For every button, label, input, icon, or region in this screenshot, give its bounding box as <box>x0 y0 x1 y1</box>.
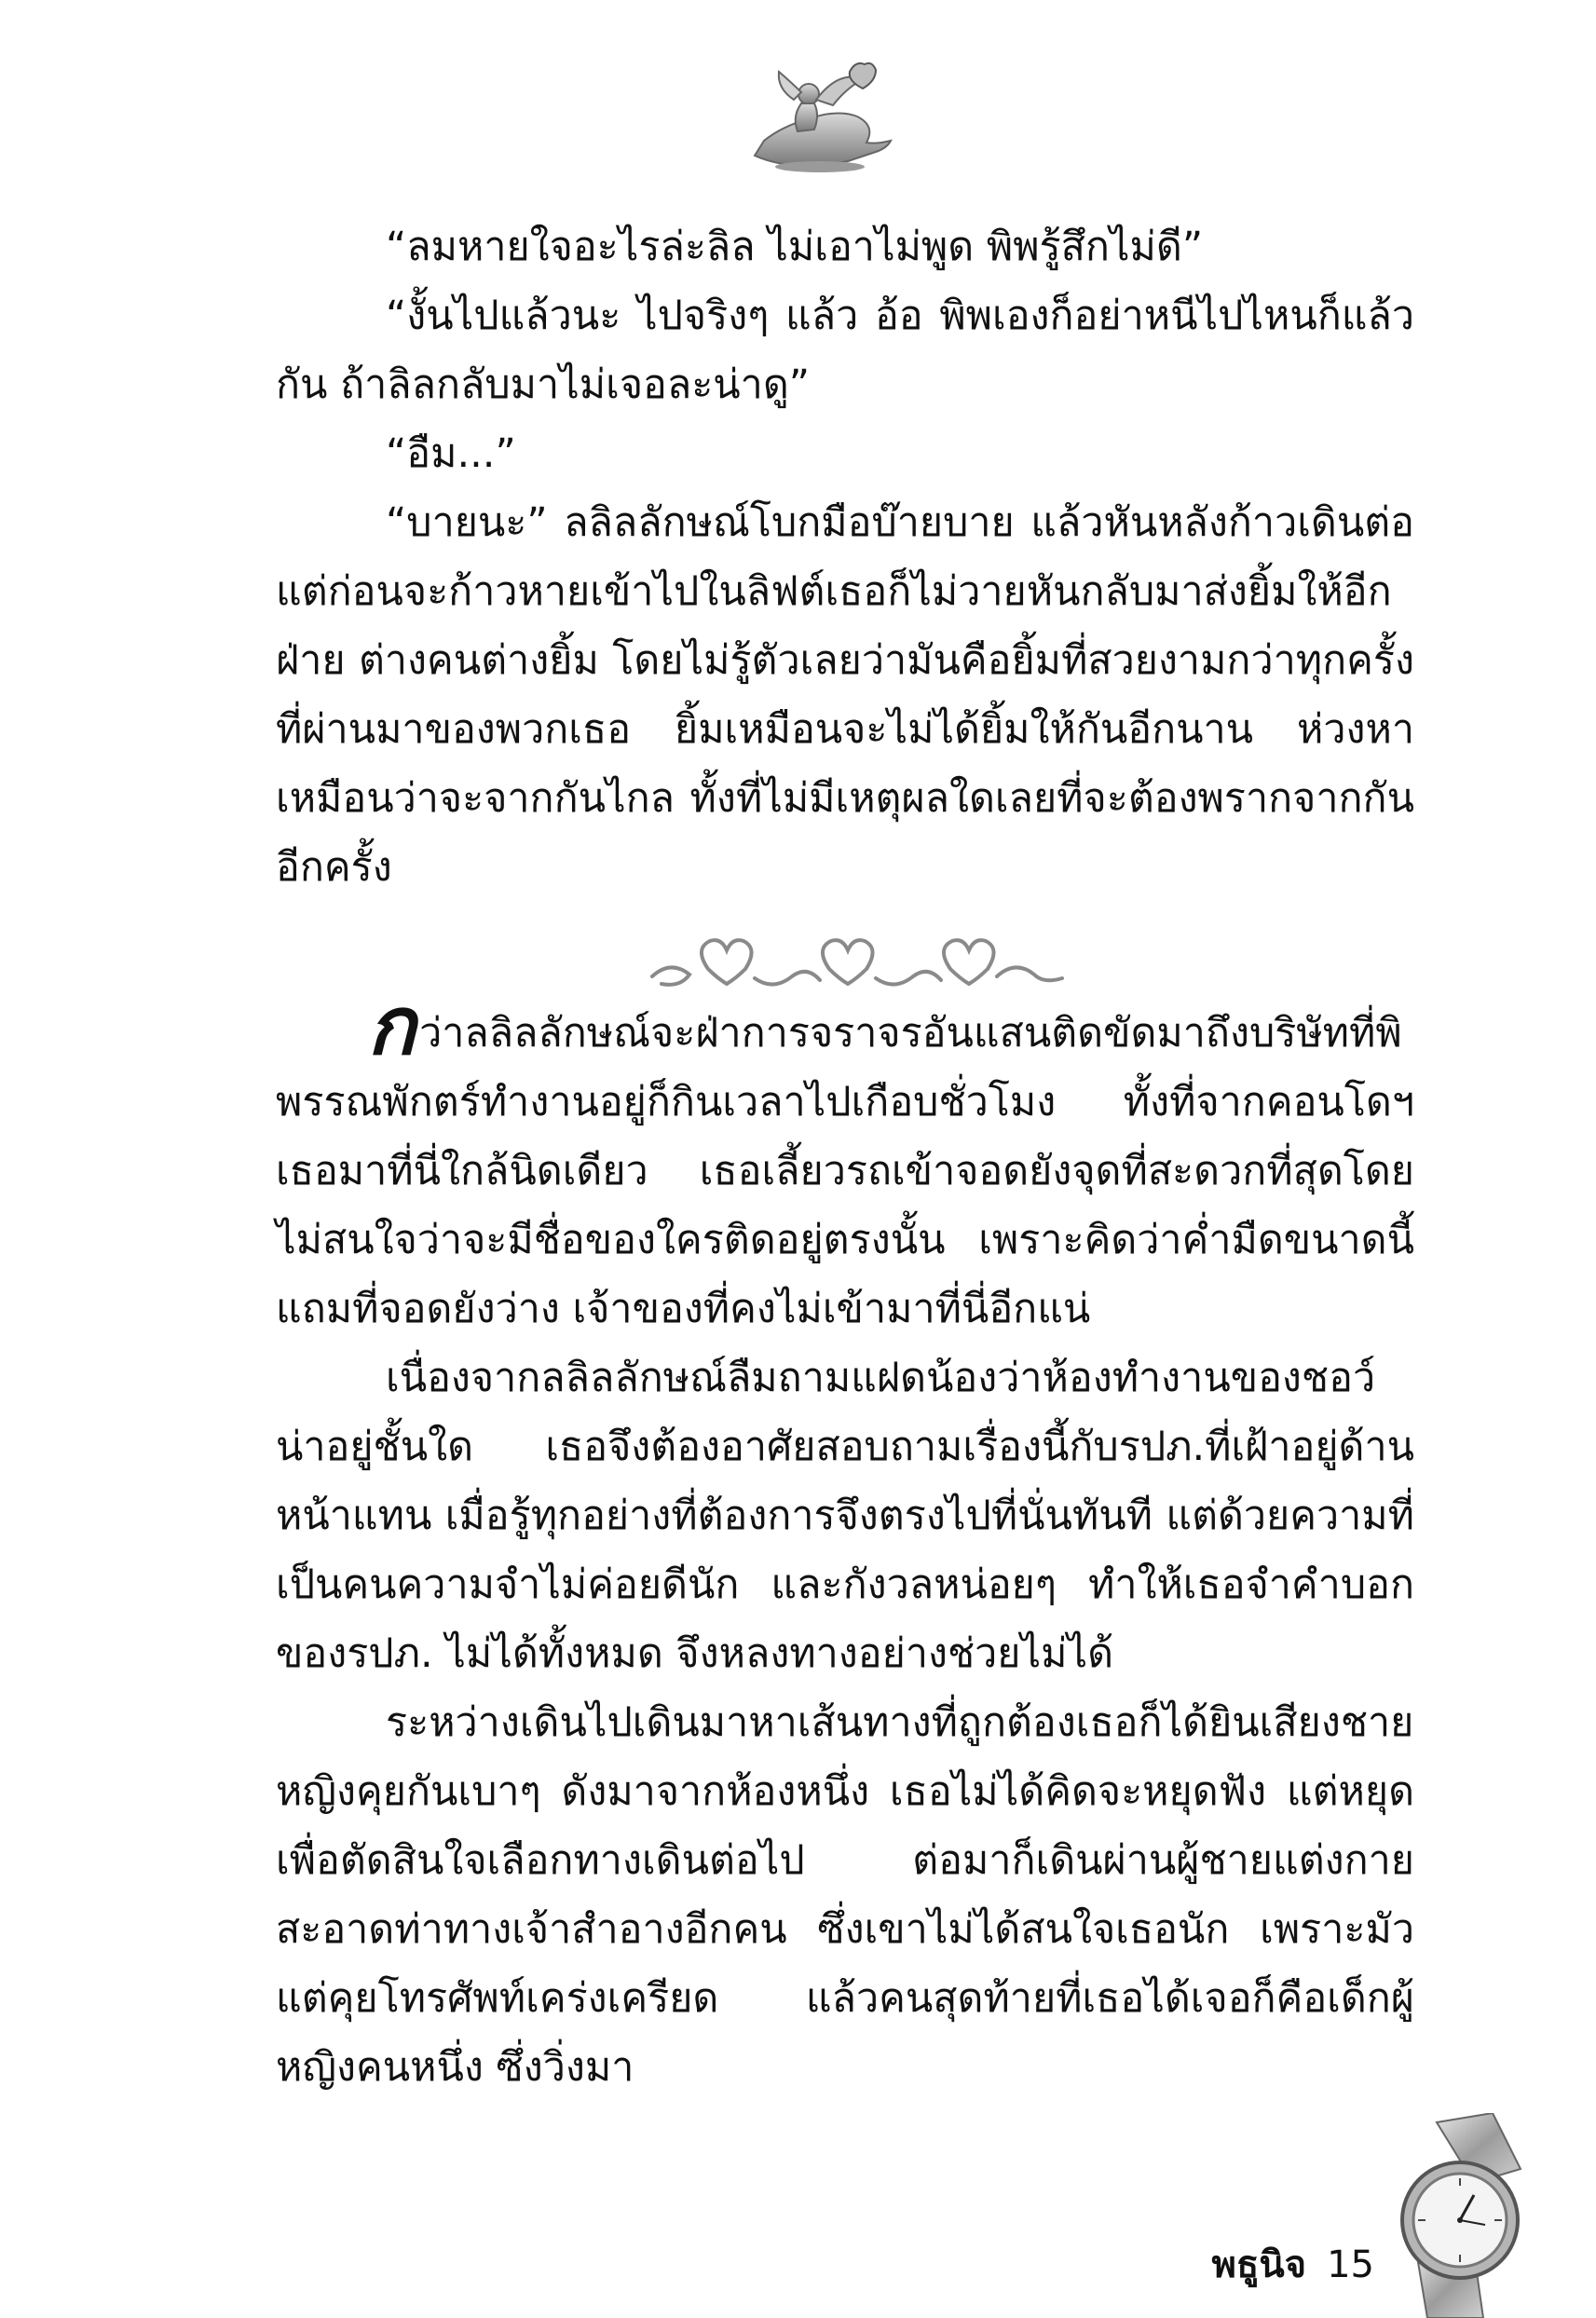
wristwatch-icon <box>1381 2113 1539 2318</box>
passage-section-1 <box>276 212 1414 902</box>
page-footer <box>1212 2234 1374 2294</box>
paragraph: “บายนะ” ลลิลลักษณ์โบกมือบ๊ายบาย แล้วหันหลังก้าวเดินต่อ แต่ก่อนจะก้าวหายเข้าไปในลิฟต์เธอก็ไม่วายหันกลับมาส่งยิ้มให้อีกฝ่าย ต่างคนต่างยิ้ม โดยไม่รู้ตัวเลยว่ามันคือยิ้มที่สวยงามกว่าทุกครั้งที่ผ่านมาของพวกเธอ ยิ้มเหมือนจะไม่ได้ยิ้มให้กันอีกนาน ห่วงหาเหมือนว่าจะจากกันไกล ทั้งที่ไม่มีเหตุผลใดเลยที่จะต้องพรากจากกันอีกครั้ง <box>276 499 1414 891</box>
paragraph: เนื่องจากลลิลลักษณ์ลืมถามแฝดน้องว่าห้องทำงานของชอว์น่าอยู่ชั้นใด เธอจึงต้องอาศัยสอบถามเรื่องนี้กับรปภ.ที่เฝ้าอยู่ด้านหน้าแทน เมื่อรู้ทุกอย่างที่ต้องการจึงตรงไปที่นั่นทันที แต่ด้วยความที่เป็นคนความจำไม่ค่อยดีนัก และกังวลหน่อยๆ ทำให้เธอจำคำบอกของรปภ. ไม่ได้ทั้งหมด จึงหลงทางอย่างช่วยไม่ได้ <box>276 1355 1414 1677</box>
drop-cap: ก <box>367 980 416 1073</box>
paragraph: “ลมหายใจอะไรล่ะลิล ไม่เอาไม่พูด พิพรู้สึกไม่ดี” <box>386 224 1204 270</box>
hearts-divider-ornament-icon <box>643 922 1071 1002</box>
paragraph <box>276 980 1414 1343</box>
cupid-teapot-ornament-icon <box>736 51 904 177</box>
paragraph: ระหว่างเดินไปเดินมาหาเส้นทางที่ถูกต้องเธอก็ได้ยินเสียงชายหญิงคุยกันเบาๆ ดังมาจากห้องหนึ่ง เธอไม่ได้คิดจะหยุดฟัง แต่หยุดเพื่อตัดสินใจเลือกทางเดินต่อไป ต่อมาก็เดินผ่านผู้ชายแต่งกายสะอาดท่าทางเจ้าสำอางอีกคน ซึ่งเขาไม่ได้สนใจเธอนัก เพราะมัวแต่คุยโทรศัพท์เคร่งเครียด แล้วคนสุดท้ายที่เธอได้เจอก็คือเด็กผู้หญิงคนหนึ่ง ซึ่งวิ่งมา <box>276 1699 1414 2091</box>
paragraph-text: ว่าลลิลลักษณ์จะฝ่าการจราจรอันแสนติดขัดมาถึงบริษัทที่พิพรรณพักตร์ทำงานอยู่ก็กินเวลาไปเกือบชั่วโมง ทั้งที่จากคอนโดฯ เธอมาที่นี่ใกล้นิดเดียว เธอเลี้ยวรถเข้าจอดยังจุดที่สะดวกที่สุดโดยไม่สนใจว่าจะมีชื่อของใครติดอยู่ตรงนั้น เพราะคิดว่าค่ำมืดขนาดนี้ แถมที่จอดยังว่าง เจ้าของที่คงไม่เข้ามาที่นี่อีกแน่ <box>276 1010 1414 1332</box>
page-number: 15 <box>1327 2243 1374 2286</box>
passage-section-2 <box>276 980 1414 2102</box>
paragraph: “อืม...” <box>386 430 516 477</box>
running-title: พธูนิจ <box>1211 2243 1307 2286</box>
paragraph: “งั้นไปแล้วนะ ไปจริงๆ แล้ว อ้อ พิพเองก็อย่าหนีไปไหนก็แล้วกัน ถ้าลิลกลับมาไม่เจอละน่าดู” <box>276 293 1414 408</box>
